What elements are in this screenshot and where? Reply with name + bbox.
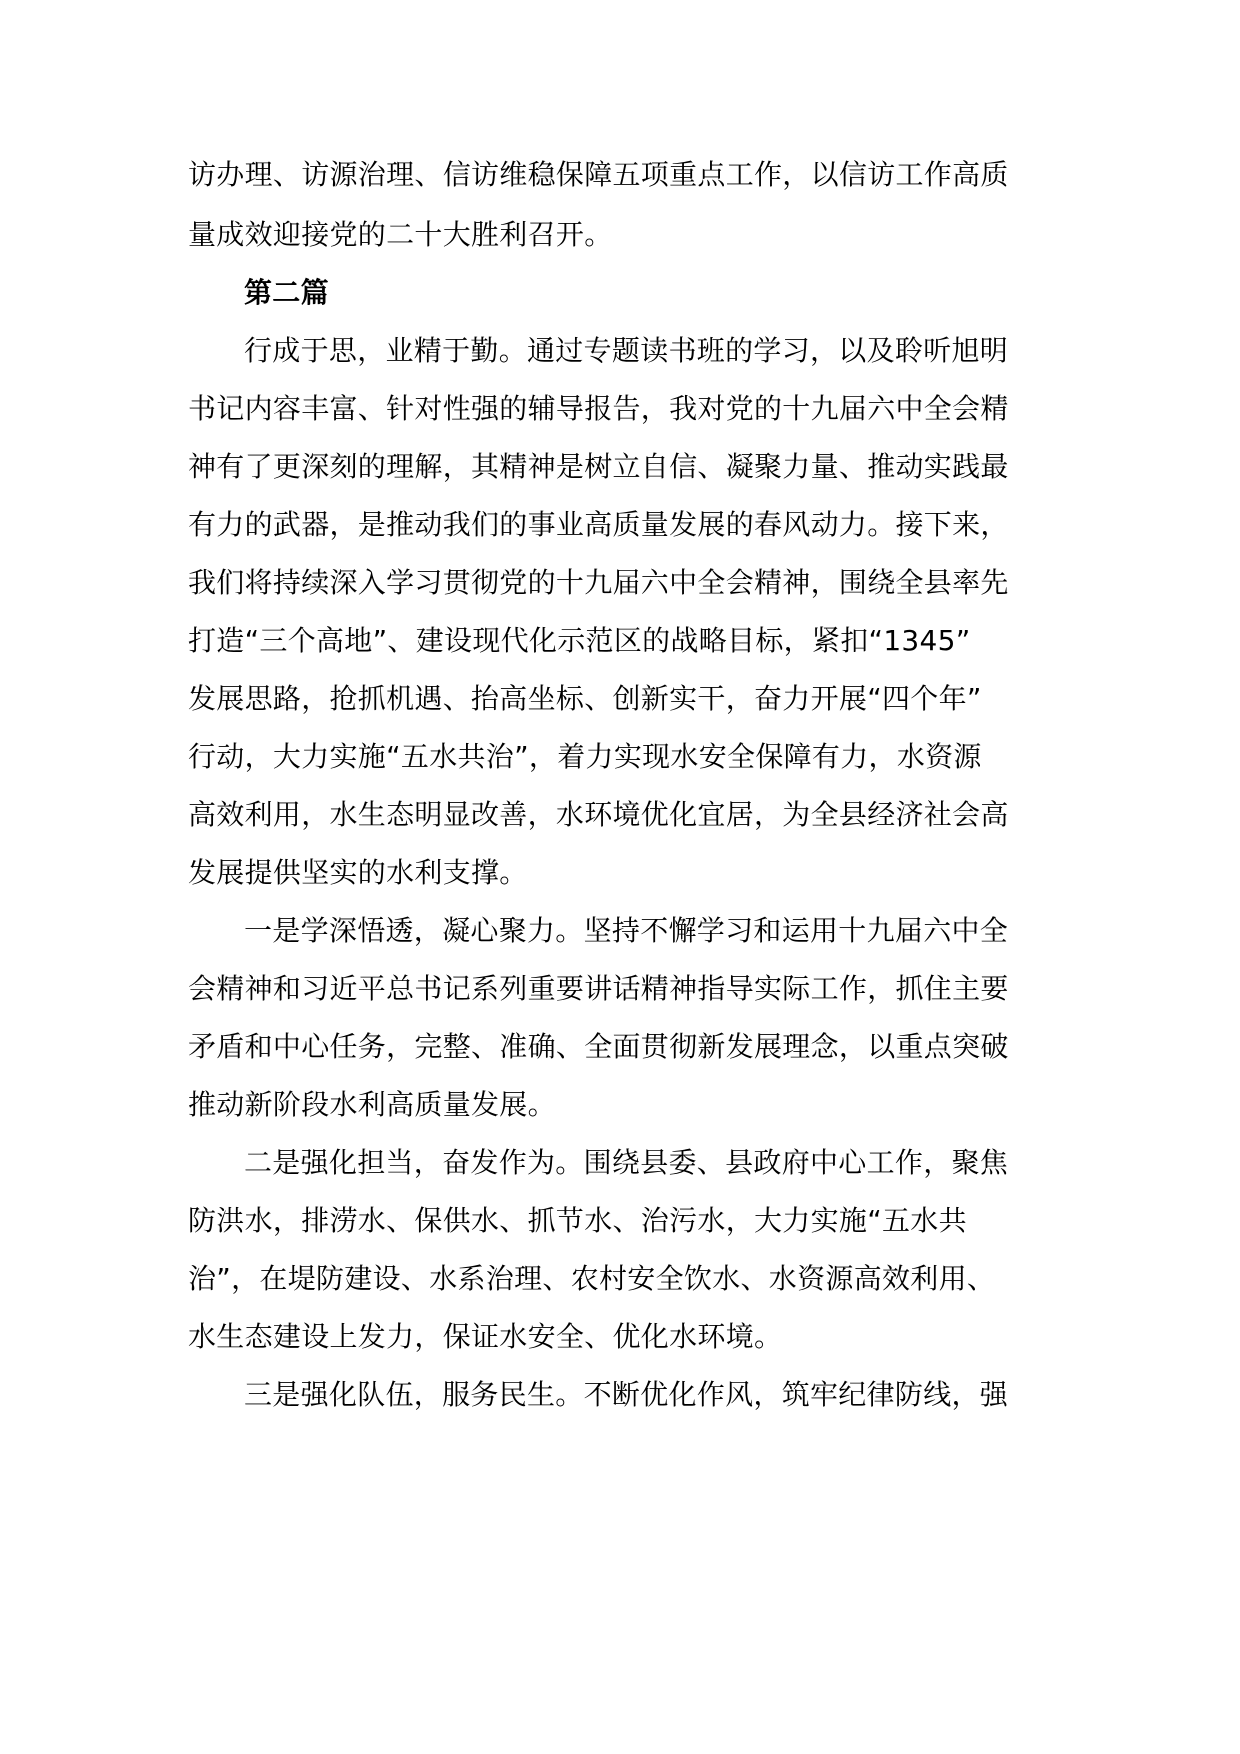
body-text-line: 我们将持续深入学习贯彻党的十九届六中全会精神，围绕全县率先 bbox=[188, 566, 1009, 599]
body-text-line: 行成于思，业精于勤。通过专题读书班的学习，以及聆听旭明 bbox=[244, 334, 1009, 367]
body-text-line: 一是学深悟透，凝心聚力。坚持不懈学习和运用十九届六中全 bbox=[244, 914, 1009, 947]
body-text-line: 推动新阶段水利高质量发展。 bbox=[188, 1088, 556, 1121]
body-text-line: 行动，大力实施“五水共治”，着力实现水安全保障有力，水资源 bbox=[188, 740, 982, 773]
body-text-line: 量成效迎接党的二十大胜利召开。 bbox=[188, 218, 613, 251]
body-text-line: 有力的武器，是推动我们的事业高质量发展的春风动力。接下来， bbox=[188, 508, 1009, 541]
body-text-line: 矛盾和中心任务，完整、准确、全面贯彻新发展理念，以重点突破 bbox=[188, 1030, 1009, 1063]
body-text-line: 高效利用，水生态明显改善，水环境优化宜居，为全县经济社会高 bbox=[188, 798, 1009, 831]
body-text-line: 会精神和习近平总书记系列重要讲话精神指导实际工作，抓住主要 bbox=[188, 972, 1009, 1005]
body-text-line: 书记内容丰富、针对性强的辅导报告，我对党的十九届六中全会精 bbox=[188, 392, 1009, 425]
body-text-line: 三是强化队伍，服务民生。不断优化作风，筑牢纪律防线，强 bbox=[244, 1378, 1009, 1411]
body-text-line: 打造“三个高地”、建设现代化示范区的战略目标，紧扣“1345” bbox=[188, 624, 971, 657]
body-text-line: 神有了更深刻的理解，其精神是树立自信、凝聚力量、推动实践最 bbox=[188, 450, 1009, 483]
body-text-line: 发展思路，抢抓机遇、抬高坐标、创新实干，奋力开展“四个年” bbox=[188, 682, 982, 715]
body-text-line: 发展提供坚实的水利支撑。 bbox=[188, 856, 528, 889]
body-text-line: 二是强化担当，奋发作为。围绕县委、县政府中心工作，聚焦 bbox=[244, 1146, 1009, 1179]
body-text-line: 水生态建设上发力，保证水安全、优化水环境。 bbox=[188, 1320, 783, 1353]
body-text-line: 治”，在堤防建设、水系治理、农村安全饮水、水资源高效利用、 bbox=[188, 1262, 996, 1295]
section-heading: 第二篇 bbox=[244, 276, 329, 309]
body-text-line: 访办理、访源治理、信访维稳保障五项重点工作，以信访工作高质 bbox=[188, 158, 1009, 191]
body-text-line: 防洪水，排涝水、保供水、抓节水、治污水，大力实施“五水共 bbox=[188, 1204, 967, 1237]
